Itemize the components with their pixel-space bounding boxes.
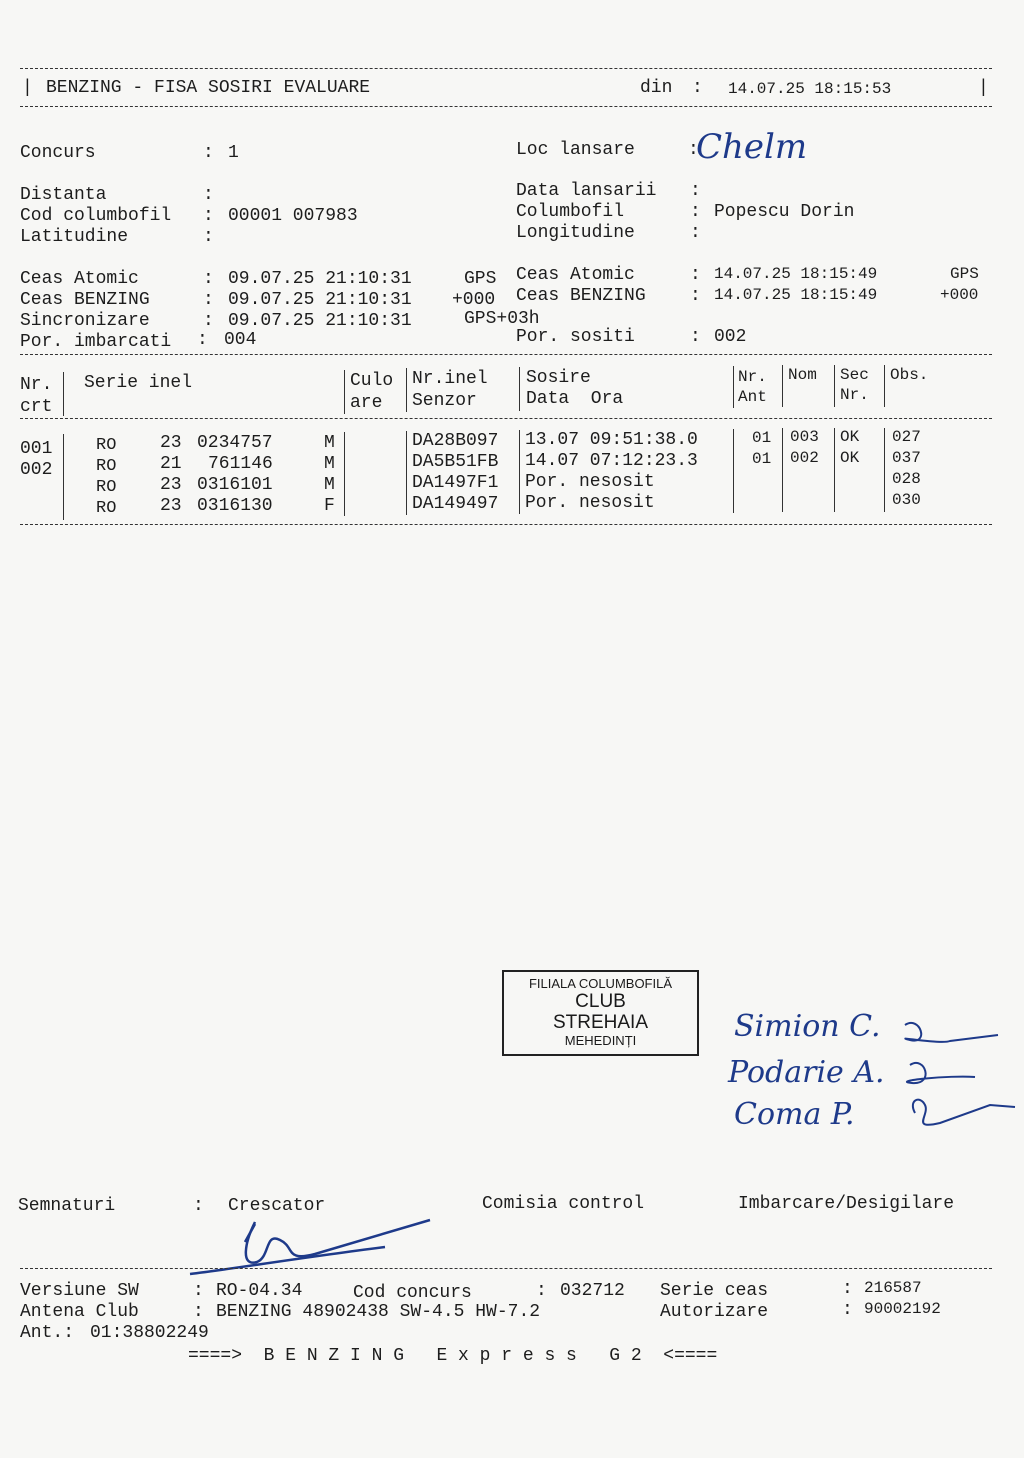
columbofil-colon: : [690, 202, 701, 222]
data-lansarii-colon: : [690, 181, 701, 201]
row-obs: 037 [892, 449, 921, 467]
loc-lansare-handwritten: Chelm [696, 127, 808, 167]
header-sep [344, 370, 345, 414]
col-header-sec2: Nr. [840, 386, 869, 404]
document-title: BENZING - FISA SOSIRI EVALUARE [46, 78, 371, 98]
din-label: din [640, 78, 673, 98]
concurs-value: 1 [228, 143, 239, 163]
row-sec: OK [840, 428, 860, 446]
por-imbarcati-label: Por. imbarcati [20, 332, 172, 352]
por-imbarcati-value: 004 [224, 330, 257, 350]
versiune-value: RO-04.34 [216, 1281, 303, 1301]
row-sex: M [324, 433, 335, 453]
row-country: RO [96, 478, 117, 497]
report-datetime: 14.07.25 18:15:53 [728, 80, 892, 98]
ant-value: 01:38802249 [90, 1323, 209, 1343]
row-country: RO [96, 499, 117, 518]
colon: : [690, 265, 701, 285]
row-nom: 002 [790, 449, 819, 467]
loc-lansare-colon: : [688, 140, 699, 160]
row-country: RO [96, 436, 117, 455]
col-header-nr: Nr. [20, 375, 53, 395]
row-sensor: DA5B51FB [412, 452, 499, 472]
row-ring: 0316101 [197, 475, 273, 495]
ceas-atomic-right-value: 14.07.25 18:15:49 [714, 265, 878, 283]
col-header-crt: crt [20, 397, 53, 417]
colon: : [197, 330, 208, 350]
col-header-sosire: Sosire [526, 368, 591, 388]
serie-ceas-label: Serie ceas [660, 1281, 769, 1301]
header-top-rule [20, 68, 992, 69]
row-arrival: 14.07 07:12:23.3 [525, 451, 698, 471]
col-header-are: are [350, 393, 383, 413]
table-top-rule [20, 354, 992, 355]
body-sep [834, 428, 835, 512]
col-header-sec1: Sec [840, 366, 869, 384]
latitudine-label: Latitudine [20, 227, 129, 247]
cod-columbofil-value: 00001 007983 [228, 206, 358, 226]
autorizare-value: 90002192 [864, 1300, 941, 1318]
row-nom: 003 [790, 428, 819, 446]
row-arrival: 13.07 09:51:38.0 [525, 430, 698, 450]
serie-ceas-value: 216587 [864, 1279, 922, 1297]
semnaturi-label: Semnaturi [18, 1196, 116, 1216]
club-stamp [502, 970, 699, 1056]
stamp-line-1: FILIALA COLUMBOFILĂ [528, 976, 673, 991]
col-header-nrant1: Nr. [738, 368, 767, 386]
header-sep [884, 365, 885, 407]
row-sensor: DA1497F1 [412, 473, 499, 493]
footer-top-rule [20, 1268, 992, 1269]
body-sep [344, 432, 345, 516]
antena-colon: : [193, 1302, 204, 1322]
antena-value: BENZING 48902438 SW-4.5 HW-7.2 [216, 1302, 541, 1322]
autorizare-label: Autorizare [660, 1302, 769, 1322]
row-sensor: DA149497 [412, 494, 499, 514]
header-left-bar: | [22, 78, 33, 98]
row-obs: 027 [892, 428, 921, 446]
row-sex: M [324, 454, 335, 474]
concurs-colon: : [203, 143, 214, 163]
row-year: 23 [160, 433, 182, 453]
ceas-benzing-right-suffix: +000 [940, 286, 979, 304]
ceas-atomic-right-suffix: GPS [950, 265, 979, 283]
ceas-atomic-left-label: Ceas Atomic [20, 269, 139, 289]
table-bottom-rule [20, 524, 992, 525]
latitudine-colon: : [203, 227, 214, 247]
colon: : [690, 286, 701, 306]
row-obs: 030 [892, 491, 921, 509]
row-ring: 0316130 [197, 496, 273, 516]
row-sec: OK [840, 449, 860, 467]
stamp-line-3: STREHAIA [552, 1012, 649, 1033]
longitudine-colon: : [690, 223, 701, 243]
longitudine-label: Longitudine [516, 223, 635, 243]
header-sep [63, 372, 64, 416]
row-arrival: Por. nesosit [525, 493, 655, 513]
cod-concurs-label: Cod concurs [353, 1283, 472, 1303]
row-year: 23 [160, 496, 182, 516]
sincronizare-value: 09.07.25 21:10:31 [228, 311, 412, 331]
cod-columbofil-label: Cod columbofil [20, 206, 172, 226]
row-ant: 01 [752, 450, 772, 468]
por-sositi-label: Por. sositi [516, 327, 635, 347]
comisia-label: Comisia control [482, 1194, 645, 1214]
concurs-label: Concurs [20, 143, 96, 163]
colon: : [203, 290, 214, 310]
commission-signatures-scribble [880, 1005, 1020, 1145]
row-nr: 002 [20, 460, 53, 480]
handwritten-name-2: Podarie A. [728, 1055, 885, 1090]
colon: : [203, 269, 214, 289]
row-ant: 01 [752, 429, 772, 447]
row-sex: F [324, 496, 335, 516]
ceas-benzing-right-value: 14.07.25 18:15:49 [714, 286, 878, 304]
stamp-line-4: MEHEDINȚI [564, 1033, 637, 1048]
ceas-benzing-left-label: Ceas BENZING [20, 290, 150, 310]
row-ring: 761146 [208, 454, 273, 474]
sincronizare-label: Sincronizare [20, 311, 150, 331]
col-header-senzor: Senzor [412, 391, 477, 411]
antena-label: Antena Club [20, 1302, 139, 1322]
din-colon: : [692, 78, 703, 98]
distanta-colon: : [203, 185, 214, 205]
colon: : [203, 311, 214, 331]
ceas-benzing-right-label: Ceas BENZING [516, 286, 646, 306]
header-sep [733, 366, 734, 408]
cod-concurs-colon: : [536, 1281, 547, 1301]
row-sex: M [324, 475, 335, 495]
crescator-label: Crescator [228, 1196, 326, 1216]
cod-concurs-value: 032712 [560, 1281, 625, 1301]
ceas-atomic-left-suffix: GPS [464, 269, 497, 289]
distanta-label: Distanta [20, 185, 107, 205]
semnaturi-colon: : [193, 1196, 204, 1216]
body-sep [884, 428, 885, 512]
data-lansarii-label: Data lansarii [516, 181, 657, 201]
ant-label: Ant.: [20, 1323, 75, 1343]
por-sositi-value: 002 [714, 327, 747, 347]
row-year: 21 [160, 454, 182, 474]
col-header-nrinel: Nr.inel [412, 369, 488, 389]
row-sensor: DA28B097 [412, 431, 499, 451]
row-arrival: Por. nesosit [525, 472, 655, 492]
handwritten-name-3: Coma P. [734, 1097, 855, 1132]
header-right-bar: | [978, 78, 989, 98]
table-header-rule [20, 418, 992, 419]
body-sep [519, 430, 520, 514]
row-obs: 028 [892, 470, 921, 488]
serie-ceas-colon: : [842, 1279, 853, 1299]
colon: : [690, 327, 701, 347]
header-sep [406, 368, 407, 412]
crescator-signature [185, 1212, 445, 1287]
stamp-line-2: CLUB [575, 991, 626, 1012]
header-sep [834, 365, 835, 407]
ceas-atomic-right-label: Ceas Atomic [516, 265, 635, 285]
benzing-express-banner: ====> B E N Z I N G E x p r e s s G 2 <==== [188, 1346, 718, 1366]
row-nr: 001 [20, 439, 53, 459]
row-year: 23 [160, 475, 182, 495]
col-header-obs: Obs. [890, 366, 929, 384]
versiune-colon: : [193, 1281, 204, 1301]
header-bottom-rule [20, 106, 992, 107]
sincronizare-suffix: GPS+03h [464, 309, 540, 329]
body-sep [63, 434, 64, 520]
row-ring: 0234757 [197, 433, 273, 453]
autorizare-colon: : [842, 1300, 853, 1320]
loc-lansare-label: Loc lansare [516, 140, 635, 160]
versiune-label: Versiune SW [20, 1281, 139, 1301]
body-sep [782, 428, 783, 512]
col-header-serie: Serie inel [84, 373, 193, 393]
handwritten-name-1: Simion C. [734, 1009, 881, 1044]
ceas-benzing-left-suffix: +000 [452, 290, 496, 310]
columbofil-label: Columbofil [516, 202, 625, 222]
col-header-nom: Nom [788, 366, 817, 384]
header-sep [519, 367, 520, 411]
col-header-culo: Culo [350, 371, 394, 391]
header-sep [782, 365, 783, 407]
col-header-nrant2: Ant [738, 388, 767, 406]
cod-columbofil-colon: : [203, 206, 214, 226]
ceas-benzing-left-value: 09.07.25 21:10:31 [228, 290, 412, 310]
ceas-atomic-left-value: 09.07.25 21:10:31 [228, 269, 412, 289]
columbofil-value: Popescu Dorin [714, 202, 855, 222]
row-country: RO [96, 457, 117, 476]
col-header-dataora: Data Ora [526, 389, 624, 409]
body-sep [733, 429, 734, 513]
imbarcare-label: Imbarcare/Desigilare [738, 1194, 955, 1214]
body-sep [406, 431, 407, 515]
